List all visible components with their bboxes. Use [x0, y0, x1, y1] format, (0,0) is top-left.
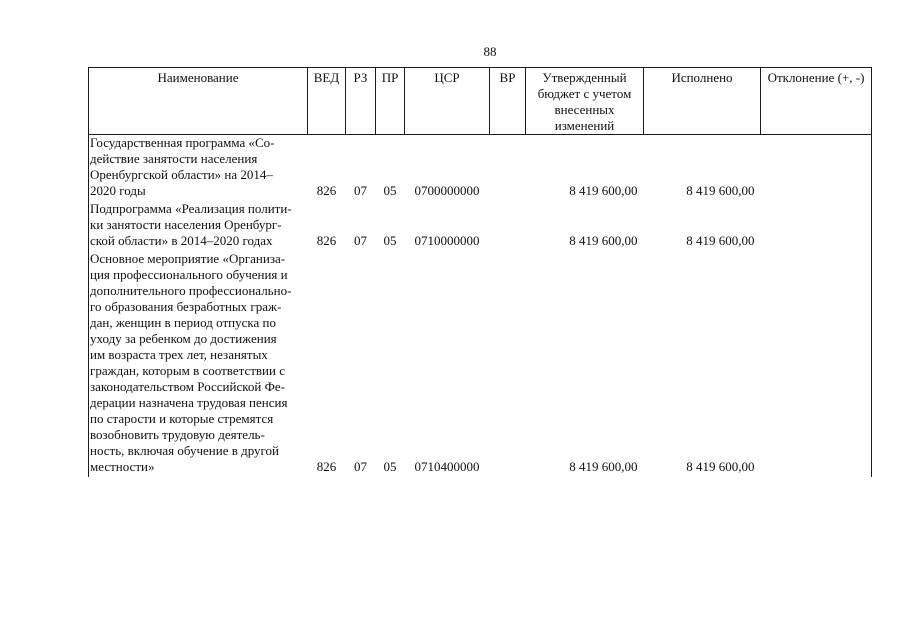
row-rz: 07: [354, 459, 367, 474]
row-deviation: [761, 201, 872, 251]
header-ved: ВЕД: [308, 68, 346, 135]
row-pr: 05: [383, 183, 397, 198]
row-name-cell: [89, 135, 308, 202]
row-ved: 826: [316, 233, 337, 248]
row-csr: 0700000000: [414, 183, 480, 198]
row-rz: 07: [354, 183, 367, 198]
table-row: [89, 135, 872, 202]
row-executed: 8 419 600,00: [686, 459, 755, 474]
row-csr: 0710400000: [414, 459, 480, 474]
page-number: 88: [483, 44, 497, 59]
header-approved-budget: Утвержденный бюджет с учетом внесенных изменений: [526, 68, 644, 135]
row-vr: [490, 201, 526, 251]
row-name-cell: [89, 251, 308, 477]
row-name: Подпрограмма «Реализация полити- ки занятости населения Оренбург- ской области» в 2014–2020 годах: [90, 201, 292, 248]
table-header-row: [89, 68, 872, 135]
header-vr: ВР: [490, 68, 526, 135]
row-executed: 8 419 600,00: [686, 233, 755, 248]
row-csr: 0710000000: [414, 233, 480, 248]
header-deviation: Отклонение (+, -): [761, 68, 872, 135]
row-rz: 07: [354, 233, 367, 248]
row-approved: 8 419 600,00: [569, 233, 638, 248]
row-name-cell: [89, 201, 308, 251]
row-pr: 05: [383, 459, 397, 474]
table-row: [89, 201, 872, 251]
row-vr: [490, 251, 526, 477]
row-ved: 826: [316, 459, 337, 474]
budget-execution-table: [88, 67, 872, 477]
row-deviation: [761, 135, 872, 202]
row-executed: 8 419 600,00: [686, 183, 755, 198]
header-executed: Исполнено: [644, 68, 761, 135]
row-approved: 8 419 600,00: [569, 459, 638, 474]
header-pr: ПР: [376, 68, 405, 135]
row-ved: 826: [316, 183, 337, 198]
header-rz: РЗ: [346, 68, 376, 135]
header-csr: ЦСР: [405, 68, 490, 135]
table-row: [89, 251, 872, 477]
row-name: Государственная программа «Со- действие занятости населения Оренбургской области» на 2014– 2020 годы: [90, 135, 275, 198]
row-name: Основное мероприятие «Организа- ция профессионального обучения и дополнительного профессионально- го образования безработных граж- дан, женщин в период отпуска по уходу за ребенком до достижения им возраста трех лет, незанятых граждан, которым в соответствии с законодательством Российской Фе- дерации назначена трудовая пенсия по старости и которые стремятся возобновить трудовую деятель- ность, включая обучение в другой местности»: [90, 251, 292, 474]
row-deviation: [761, 251, 872, 477]
row-approved: 8 419 600,00: [569, 183, 638, 198]
row-vr: [490, 135, 526, 202]
header-name: Наименование: [89, 68, 308, 135]
row-pr: 05: [383, 233, 397, 248]
